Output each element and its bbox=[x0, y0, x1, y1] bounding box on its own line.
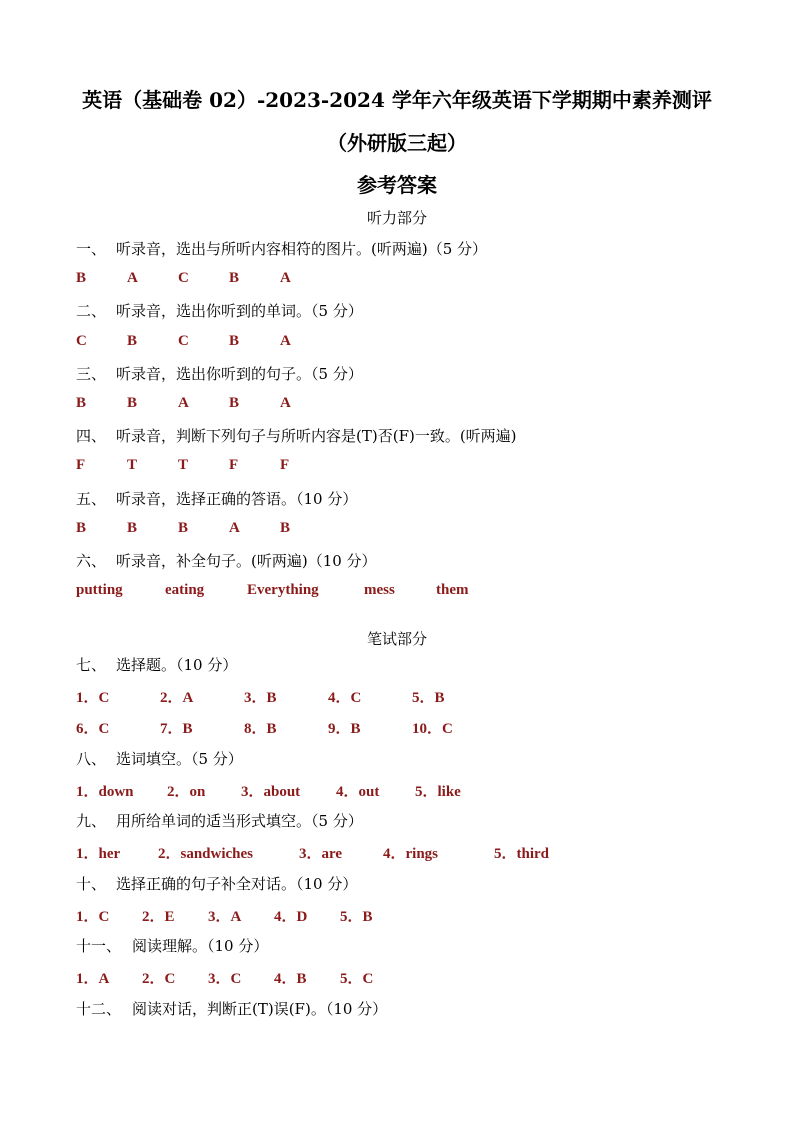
answer: B bbox=[127, 333, 138, 349]
section-10-question bbox=[76, 873, 357, 894]
answer: B bbox=[229, 395, 240, 411]
section-7-answers-row1 bbox=[76, 686, 445, 707]
answer: 3．C bbox=[208, 971, 242, 987]
answer: mess bbox=[364, 582, 395, 598]
answer: 6．C bbox=[76, 721, 110, 737]
answer: A bbox=[280, 395, 291, 411]
section-4-answers bbox=[76, 457, 289, 474]
section-number: 十一、 bbox=[76, 937, 122, 955]
answer: F bbox=[76, 457, 86, 473]
answer: F bbox=[280, 457, 290, 473]
answer: C bbox=[178, 333, 189, 349]
section-number: 六、 bbox=[76, 552, 107, 570]
answer: C bbox=[76, 333, 87, 349]
answer: putting bbox=[76, 582, 123, 598]
answer: 5．B bbox=[412, 690, 445, 706]
section-text: 听录音，判断下列句子与所听内容是(T)否(F)一致。(听两遍) bbox=[116, 427, 517, 445]
writing-part-header: 笔试部分 bbox=[366, 630, 427, 648]
answer: 9．B bbox=[328, 721, 361, 737]
answer: T bbox=[127, 457, 138, 473]
section-7-answers-row2 bbox=[76, 717, 453, 738]
answer: 5．B bbox=[340, 909, 373, 925]
answer: B bbox=[280, 520, 291, 536]
answer: 8．B bbox=[244, 721, 277, 737]
answer: 2．A bbox=[160, 690, 194, 706]
answer: C bbox=[178, 270, 189, 286]
section-number: 十、 bbox=[76, 875, 107, 893]
answer: B bbox=[127, 395, 138, 411]
section-number: 三、 bbox=[76, 365, 107, 383]
section-11-answers bbox=[76, 967, 373, 988]
answer: F bbox=[229, 457, 239, 473]
section-2-question bbox=[76, 300, 363, 321]
answer: eating bbox=[165, 582, 205, 598]
answer: 5．third bbox=[494, 846, 550, 862]
answer: A bbox=[280, 333, 291, 349]
answer: T bbox=[178, 457, 189, 473]
section-2-answers bbox=[76, 333, 291, 350]
section-5-answers bbox=[76, 520, 290, 537]
section-text: 阅读对话，判断正(T)误(F)。（10 分） bbox=[132, 1000, 388, 1018]
answer: B bbox=[229, 333, 240, 349]
section-10-answers bbox=[76, 905, 373, 926]
section-number: 八、 bbox=[76, 750, 107, 768]
section-9-answers bbox=[76, 842, 549, 863]
answer: 2．E bbox=[142, 909, 175, 925]
section-6-answers bbox=[76, 582, 469, 599]
doc-subtitle: （外研版三起） bbox=[327, 131, 467, 155]
section-1-answers bbox=[76, 270, 291, 287]
answer: B bbox=[178, 520, 189, 536]
section-5-question bbox=[76, 488, 357, 509]
answer-key-heading: 参考答案 bbox=[357, 173, 437, 197]
section-text: 选词填空。（5 分） bbox=[116, 750, 243, 768]
section-8-question bbox=[76, 748, 243, 769]
section-text: 阅读理解。（10 分） bbox=[132, 937, 269, 955]
section-11-question bbox=[76, 935, 268, 956]
answer: B bbox=[76, 520, 87, 536]
section-number: 一、 bbox=[76, 240, 107, 258]
answer: 1．A bbox=[76, 971, 110, 987]
answer: 4．out bbox=[336, 784, 380, 800]
answer: 1．her bbox=[76, 846, 121, 862]
section-text: 用所给单词的适当形式填空。（5 分） bbox=[116, 812, 363, 830]
section-1-question bbox=[76, 238, 487, 259]
answer: B bbox=[76, 270, 87, 286]
answer: 2．C bbox=[142, 971, 176, 987]
answer: 1．down bbox=[76, 784, 134, 800]
section-text: 听录音，选出你听到的句子。（5 分） bbox=[116, 365, 363, 383]
section-3-answers bbox=[76, 395, 291, 412]
answer: 3．are bbox=[299, 846, 343, 862]
section-text: 听录音，选出你听到的单词。（5 分） bbox=[116, 302, 363, 320]
answer: 3．B bbox=[244, 690, 277, 706]
answer: A bbox=[280, 270, 291, 286]
answer: A bbox=[229, 520, 240, 536]
answer: Everything bbox=[247, 582, 319, 598]
answer: B bbox=[229, 270, 240, 286]
answer: 7．B bbox=[160, 721, 193, 737]
doc-title: 英语（基础卷 02）-2023-2024 学年六年级英语下学期期中素养测评 bbox=[82, 88, 712, 112]
answer: B bbox=[127, 520, 138, 536]
answer: 1．C bbox=[76, 909, 110, 925]
answer: B bbox=[76, 395, 87, 411]
answer: 1．C bbox=[76, 690, 110, 706]
section-number: 四、 bbox=[76, 427, 107, 445]
section-text: 选择题。（10 分） bbox=[116, 656, 238, 674]
answer: A bbox=[178, 395, 189, 411]
answer: 2．on bbox=[167, 784, 206, 800]
answer: 2．sandwiches bbox=[158, 846, 254, 862]
answer: A bbox=[127, 270, 138, 286]
section-number: 九、 bbox=[76, 812, 107, 830]
answer: them bbox=[436, 582, 469, 598]
answer: 5．like bbox=[415, 784, 461, 800]
section-number: 五、 bbox=[76, 490, 107, 508]
answer: 4．D bbox=[274, 909, 308, 925]
answer: 10．C bbox=[412, 721, 453, 737]
section-8-answers bbox=[76, 780, 461, 801]
answer: 4．rings bbox=[383, 846, 439, 862]
answer: 3．A bbox=[208, 909, 242, 925]
section-text: 听录音，选出与所听内容相符的图片。(听两遍)（5 分） bbox=[116, 240, 488, 258]
answer: 5．C bbox=[340, 971, 374, 987]
section-6-question bbox=[76, 550, 377, 571]
answer: 4．B bbox=[274, 971, 307, 987]
section-number: 七、 bbox=[76, 656, 107, 674]
section-text: 听录音，选择正确的答语。（10 分） bbox=[116, 490, 358, 508]
section-4-question bbox=[76, 425, 517, 446]
section-3-question bbox=[76, 363, 363, 384]
section-7-question bbox=[76, 654, 237, 675]
answer: 3．about bbox=[241, 784, 301, 800]
section-12-question bbox=[76, 998, 387, 1019]
listening-part-header: 听力部分 bbox=[366, 209, 427, 227]
section-9-question bbox=[76, 810, 363, 831]
section-text: 听录音，补全句子。(听两遍)（10 分） bbox=[116, 552, 377, 570]
section-text: 选择正确的句子补全对话。（10 分） bbox=[116, 875, 358, 893]
answer: 4．C bbox=[328, 690, 362, 706]
section-number: 十二、 bbox=[76, 1000, 122, 1018]
section-number: 二、 bbox=[76, 302, 107, 320]
